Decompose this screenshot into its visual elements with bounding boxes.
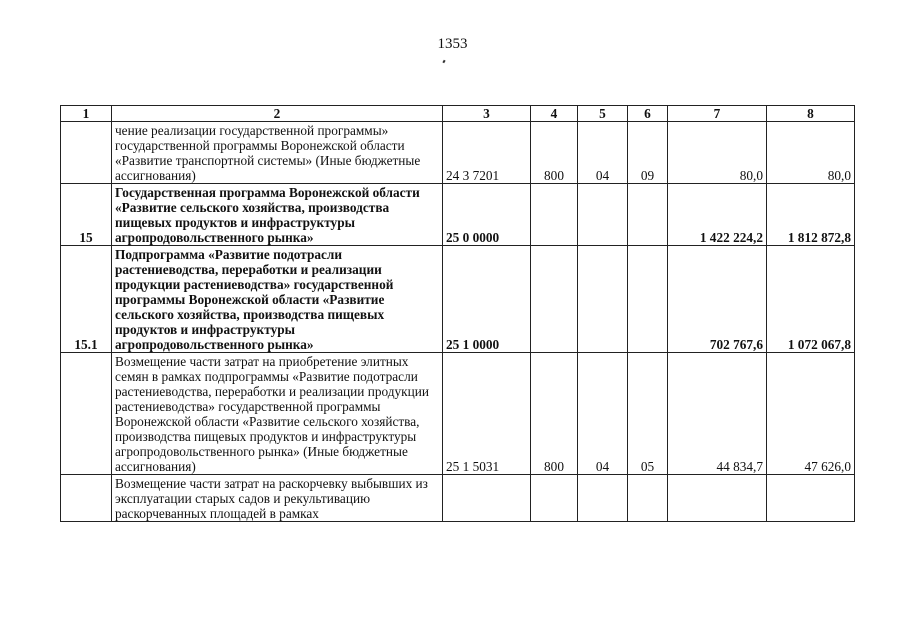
row-name: Государственная программа Воронежской области «Развитие сельского хозяйства, производства пищевых продуктов и инфраструктуры агропродовольственного рынка» xyxy=(112,184,443,246)
row-amount-col7: 80,0 xyxy=(668,122,767,184)
row-expense-type: 800 xyxy=(531,353,578,475)
row-section xyxy=(578,184,628,246)
row-name: чение реализации государственной программы» государственной программы Воронежской области «Развитие транспортной системы» (Иные бюджетные ассигнования) xyxy=(112,122,443,184)
header-col-8: 8 xyxy=(767,106,855,122)
row-amount-col7: 44 834,7 xyxy=(668,353,767,475)
page-bottom-margin xyxy=(0,572,905,640)
row-name: Возмещение части затрат на раскорчевку выбывших из эксплуатации старых садов и рекультивацию раскорчеванных площадей в рамках xyxy=(112,475,443,522)
row-expense-type: 800 xyxy=(531,122,578,184)
scan-speck xyxy=(442,60,445,64)
header-col-5: 5 xyxy=(578,106,628,122)
row-amount-col8 xyxy=(767,475,855,522)
header-col-2: 2 xyxy=(112,106,443,122)
row-amount-col7: 702 767,6 xyxy=(668,246,767,353)
row-amount-col8: 80,0 xyxy=(767,122,855,184)
row-subsection xyxy=(628,184,668,246)
row-expense-type xyxy=(531,246,578,353)
row-expense-type xyxy=(531,475,578,522)
table-row xyxy=(61,246,855,353)
row-amount-col7 xyxy=(668,475,767,522)
row-section xyxy=(578,475,628,522)
header-row xyxy=(61,106,855,122)
row-target-code: 25 1 5031 xyxy=(443,353,531,475)
table-row xyxy=(61,122,855,184)
row-subsection: 05 xyxy=(628,353,668,475)
row-subsection xyxy=(628,246,668,353)
row-amount-col7: 1 422 224,2 xyxy=(668,184,767,246)
header-col-3: 3 xyxy=(443,106,531,122)
row-number xyxy=(61,122,112,184)
budget-table xyxy=(60,105,855,522)
row-number xyxy=(61,475,112,522)
row-section: 04 xyxy=(578,122,628,184)
row-amount-col8: 1 072 067,8 xyxy=(767,246,855,353)
row-target-code xyxy=(443,475,531,522)
row-subsection: 09 xyxy=(628,122,668,184)
row-target-code: 24 3 7201 xyxy=(443,122,531,184)
row-name: Подпрограмма «Развитие подотрасли растениеводства, переработки и реализации продукции растениеводства» государственной программы Воронежской области «Развитие сельского хозяйства, производства пищевых продуктов и инфраструктуры агропродовольственного рынка» xyxy=(112,246,443,353)
row-target-code: 25 0 0000 xyxy=(443,184,531,246)
row-expense-type xyxy=(531,184,578,246)
row-number: 15 xyxy=(61,184,112,246)
row-subsection xyxy=(628,475,668,522)
row-amount-col8: 1 812 872,8 xyxy=(767,184,855,246)
row-section: 04 xyxy=(578,353,628,475)
header-col-1: 1 xyxy=(61,106,112,122)
row-number xyxy=(61,353,112,475)
header-col-4: 4 xyxy=(531,106,578,122)
header-col-7: 7 xyxy=(668,106,767,122)
table-row xyxy=(61,184,855,246)
table-row xyxy=(61,353,855,475)
row-number: 15.1 xyxy=(61,246,112,353)
page-number: 1353 xyxy=(437,36,468,52)
header-col-6: 6 xyxy=(628,106,668,122)
row-section xyxy=(578,246,628,353)
table-row xyxy=(61,475,855,522)
row-amount-col8: 47 626,0 xyxy=(767,353,855,475)
row-target-code: 25 1 0000 xyxy=(443,246,531,353)
row-name: Возмещение части затрат на приобретение элитных семян в рамках подпрограммы «Развитие подотрасли растениеводства, переработки и реализации продукции растениеводства» государственной программы Воронежской области «Развитие сельского хозяйства, производства пищевых продуктов и инфраструктуры агропродовольственного рынка» (Иные бюджетные ассигнования) xyxy=(112,353,443,475)
